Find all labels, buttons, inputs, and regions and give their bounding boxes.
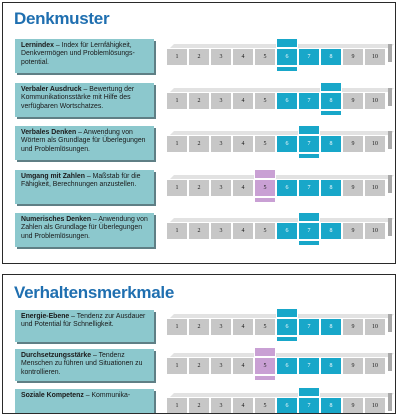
trait-description: – Bewertung der Kommunikationsstärke mit Hilfe des verfügbaren Wortschatzes. [21,86,135,110]
bar-side-face [388,175,392,193]
scale-cell: 7 [298,357,320,375]
score-marker [298,125,320,135]
scale-cell: 9 [342,179,364,197]
scale-cell: 3 [210,222,232,240]
scale-cell: 8 [320,222,342,240]
trait-label [15,213,154,247]
score-marker [320,82,342,92]
scale-cell: 2 [188,135,210,153]
scale-cell: 7 [298,397,320,414]
scale-cell: 9 [342,222,364,240]
scale-cell: 3 [210,397,232,414]
scale-cell: 5 [254,135,276,153]
trait-description: – Maßstab für die Fähigkeit, Berechnungen anzustellen. [21,173,141,189]
scale-cell: 10 [364,179,386,197]
trait-label [15,349,154,381]
scale-cell: 3 [210,318,232,336]
scale-cell: 8 [320,397,342,414]
bar-side-face [388,353,392,371]
scale-cell: 4 [232,357,254,375]
score-marker-lower [320,110,342,116]
section-title: Verhaltensmerkmale [14,283,174,302]
score-marker [276,38,298,48]
scale-cell: 1 [166,48,188,66]
scale-cell: 10 [364,222,386,240]
scale-cell: 6 [276,357,298,375]
scale-cell: 3 [210,357,232,375]
scale-cell: 3 [210,48,232,66]
scale-cell: 9 [342,357,364,375]
score-marker-lower [298,240,320,246]
scale-cell: 1 [166,318,188,336]
score-marker-lower [298,153,320,159]
scale-cell: 6 [276,397,298,414]
score-marker-lower [276,66,298,72]
trait-name: Umgang mit Zahlen [21,173,85,180]
scale-cell: 5 [254,357,276,375]
trait-name: Energie-Ebene [21,313,70,320]
scale-cell: 10 [364,397,386,414]
scale-cell: 2 [188,318,210,336]
scale-cell: 10 [364,48,386,66]
trait-label [15,389,154,414]
score-marker [254,347,276,357]
scale-cell: 2 [188,92,210,110]
scale-cell: 5 [254,48,276,66]
trait-label [15,83,154,117]
scale-cell: 8 [320,318,342,336]
trait-name: Numerisches Denken [21,216,92,223]
trait-description: – Kommunika- [83,392,131,399]
scale-cell: 6 [276,318,298,336]
scale-cell: 8 [320,92,342,110]
trait-name: Verbaler Ausdruck [21,86,82,93]
scale-cell: 1 [166,397,188,414]
scale-cell: 10 [364,92,386,110]
scale-cell: 9 [342,318,364,336]
trait-description: – Index für Lernfähigkeit, Denkvermögen und Problemlösungs- potential. [21,42,135,66]
bar-side-face [388,314,392,332]
trait-label [15,126,154,160]
trait-label [15,39,154,73]
trait-description: – Tendenz Menschen zu führen und Situationen zu kontrollieren. [21,352,143,376]
scale-cell: 4 [232,135,254,153]
scale-cell: 1 [166,179,188,197]
bar-side-face [388,218,392,236]
scale-cell: 5 [254,179,276,197]
bar-side-face [388,44,392,62]
scale-cell: 9 [342,48,364,66]
score-marker-lower [254,375,276,381]
bar-side-face [388,88,392,106]
score-marker [298,387,320,397]
scale-cell: 5 [254,222,276,240]
scale-cell: 6 [276,92,298,110]
score-marker [254,169,276,179]
scale-cell: 8 [320,179,342,197]
score-marker [276,308,298,318]
trait-label [15,170,154,204]
scale-cell: 2 [188,179,210,197]
panel-verhaltensmerkmale [2,274,396,414]
scale-cell: 10 [364,135,386,153]
trait-description: – Anwendung von Wörtern als Grundlage für Überlegungen und Problemlösungen. [21,129,146,153]
scale-cell: 3 [210,135,232,153]
score-marker-lower [254,197,276,203]
scale-cell: 5 [254,92,276,110]
scale-cell: 7 [298,222,320,240]
scale-cell: 6 [276,222,298,240]
scale-cell: 7 [298,92,320,110]
scale-cell: 3 [210,179,232,197]
section-title: Denkmuster [14,9,110,28]
scale-cell: 1 [166,222,188,240]
scale-cell: 1 [166,92,188,110]
bar-side-face [388,131,392,149]
scale-cell: 9 [342,135,364,153]
scale-cell: 4 [232,48,254,66]
trait-name: Lernindex [21,42,54,49]
scale-cell: 8 [320,357,342,375]
scale-cell: 7 [298,318,320,336]
scale-cell: 6 [276,135,298,153]
scale-cell: 2 [188,397,210,414]
bar-side-face [388,393,392,411]
scale-cell: 10 [364,357,386,375]
scale-cell: 9 [342,92,364,110]
trait-name: Verbales Denken [21,129,77,136]
trait-name: Durchsetzungsstärke [21,352,92,359]
trait-name: Soziale Kompetenz [21,392,84,399]
scale-cell: 6 [276,179,298,197]
score-marker [298,212,320,222]
scale-cell: 5 [254,397,276,414]
scale-cell: 2 [188,48,210,66]
panel-denkmuster [2,2,396,264]
scale-cell: 8 [320,48,342,66]
scale-cell: 4 [232,179,254,197]
scale-cell: 7 [298,48,320,66]
scale-cell: 6 [276,48,298,66]
scale-cell: 8 [320,135,342,153]
scale-cell: 3 [210,92,232,110]
scale-cell: 2 [188,222,210,240]
scale-cell: 10 [364,318,386,336]
scale-cell: 2 [188,357,210,375]
trait-label [15,310,154,342]
score-marker-lower [276,336,298,342]
trait-description: – Tendenz zur Ausdauer und Potential für Schnelligkeit. [21,313,146,329]
scale-cell: 4 [232,92,254,110]
scale-cell: 9 [342,397,364,414]
scale-cell: 1 [166,135,188,153]
scale-cell: 4 [232,318,254,336]
scale-cell: 4 [232,397,254,414]
trait-description: – Anwendung von Zahlen als Grundlage für Überlegungen und Problemlösungen. [21,216,148,240]
scale-cell: 1 [166,357,188,375]
scale-cell: 5 [254,318,276,336]
scale-cell: 7 [298,179,320,197]
scale-cell: 7 [298,135,320,153]
scale-cell: 4 [232,222,254,240]
